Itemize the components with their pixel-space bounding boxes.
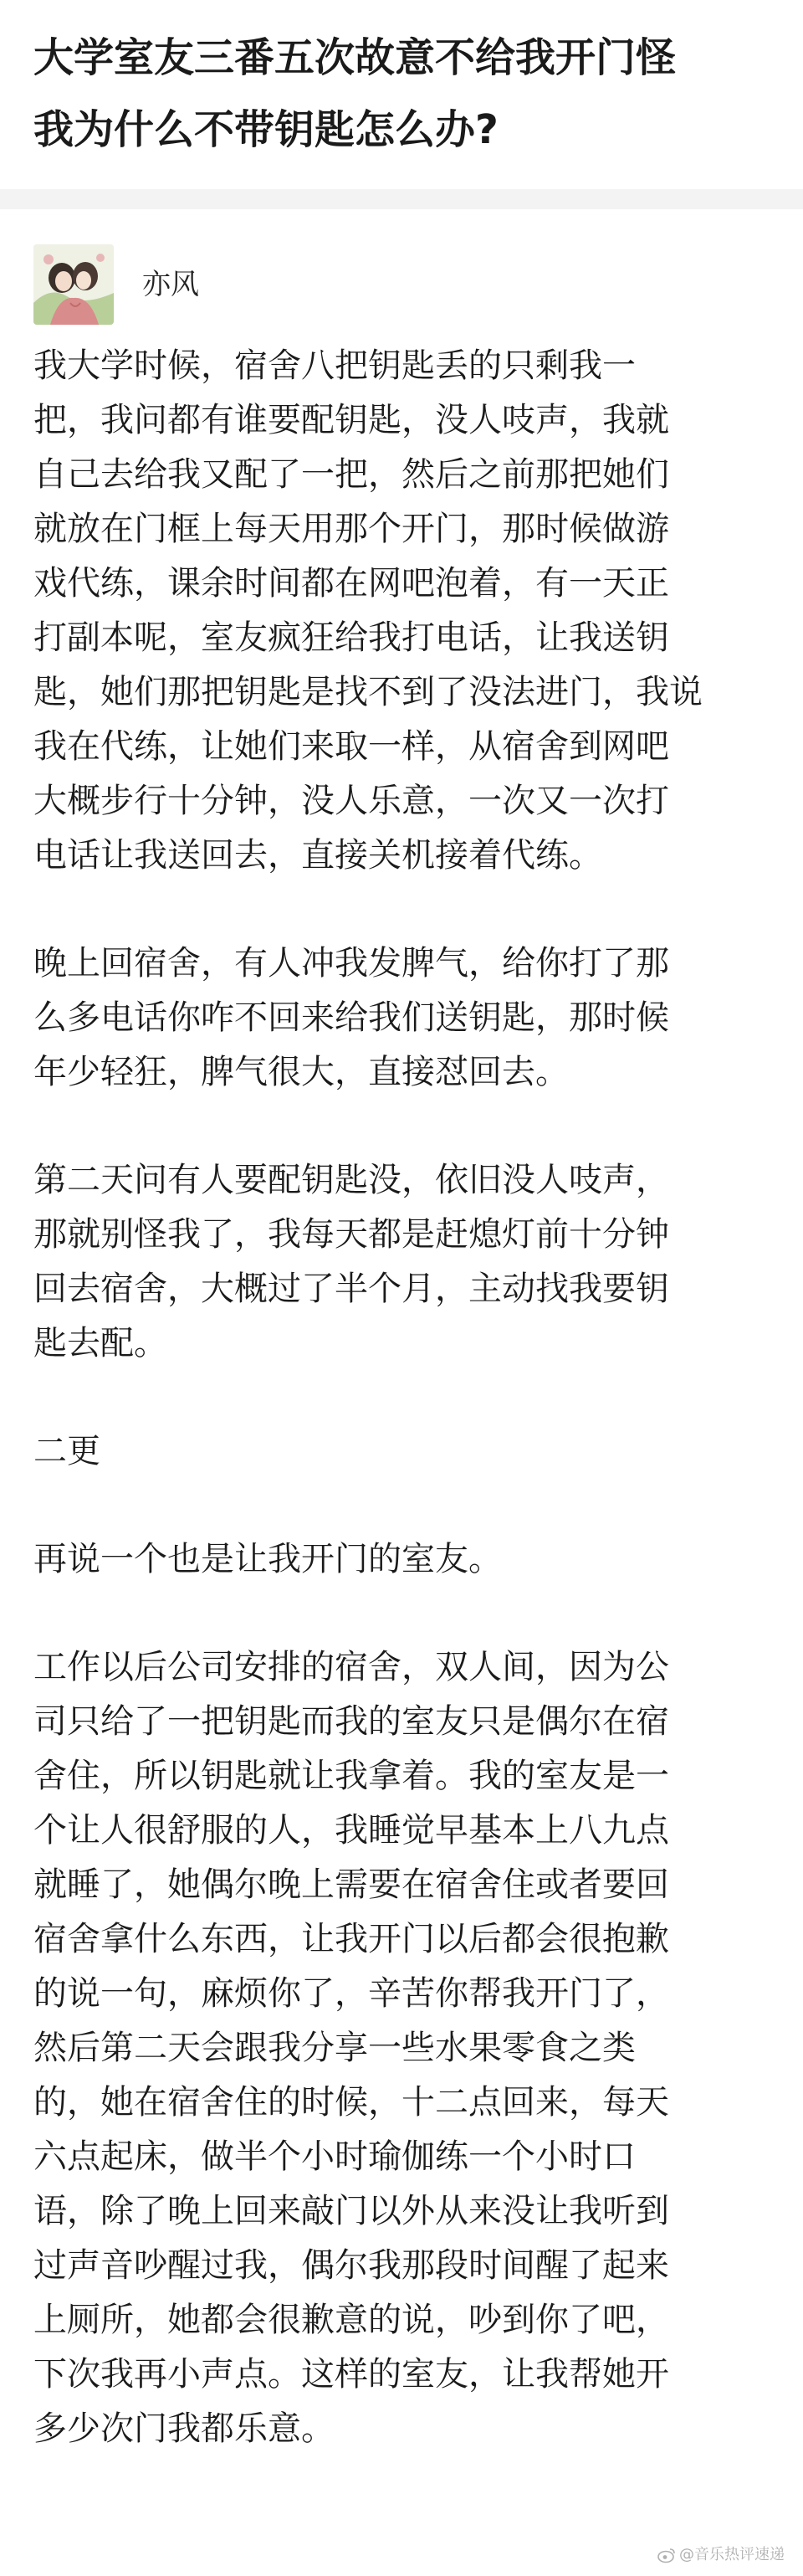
answer-paragraph: 二更 bbox=[33, 1432, 100, 1470]
question-title[interactable]: 大学室友三番五次故意不给我开门怪 我为什么不带钥匙怎么办? bbox=[33, 34, 677, 153]
answer-paragraph: 工作以后公司安排的宿舍，双人间，因为公 司只给了一把钥匙而我的室友只是偶尔在宿 舍住，所以钥匙就让我拿着。我的室友是一 个让人很舒服的人，我睡觉早基本上八九点 就睡了，她偶尔晚上需要在宿舍住或者要回 宿舍拿什么东西，让我开门以后都会很抱歉 的说一句，麻烦你了，辛苦你帮我开门了， 然后第二天会跟我分享一些水果零食之类 的，她在宿舍住的时候，十二点回来，每天 六点起床，做半个小时瑜伽练一个小时口 语，除了晚上回来敲门以外从来没让我听到 过声音吵醒过我，偶尔我那段时间醒了起来 上厕所，她都会很歉意的说，吵到你了吧， 下次我再小声点。这样的室友，让我帮她开 多少次门我都乐意。 bbox=[33, 1648, 669, 2448]
answer-paragraph: 再说一个也是让我开门的室友。 bbox=[33, 1540, 502, 1578]
avatar-illustration-icon bbox=[33, 244, 114, 325]
watermark bbox=[657, 2546, 785, 2564]
weibo-icon bbox=[657, 2547, 676, 2563]
answer-paragraph: 我大学时候，宿舍八把钥匙丢的只剩我一 把，我问都有谁要配钥匙，没人吱声，我就 自己去给我又配了一把，然后之前那把她们 就放在门框上每天用那个开门，那时候做游 戏代练，课余时间都在网吧泡着，有一天正 打副本呢，室友疯狂给我打电话，让我送钥 匙，她们那把钥匙是找不到了没法进门，我说 我在代练，让她们来取一样，从宿舍到网吧 大概步行十分钟，没人乐意，一次又一次打 电话让我送回去，直接关机接着代练。 bbox=[33, 346, 703, 875]
watermark-text: @音乐热评速递 bbox=[679, 2546, 785, 2563]
answer-body bbox=[33, 339, 770, 2456]
answer-paragraph: 晚上回宿舍，有人冲我发脾气，给你打了那 么多电话你咋不回来给我们送钥匙，那时候 年少轻狂，脾气很大，直接怼回去。 bbox=[33, 944, 669, 1091]
question-header bbox=[0, 0, 803, 189]
answer-paragraph: 第二天问有人要配钥匙没，依旧没人吱声， 那就别怪我了，我每天都是赶熄灯前十分钟 回去宿舍，大概过了半个月，主动找我要钥 匙去配。 bbox=[33, 1161, 669, 1362]
answer-author[interactable] bbox=[33, 244, 770, 325]
author-name[interactable]: 亦风 bbox=[142, 268, 199, 301]
section-divider bbox=[0, 189, 803, 209]
avatar[interactable] bbox=[33, 244, 114, 325]
